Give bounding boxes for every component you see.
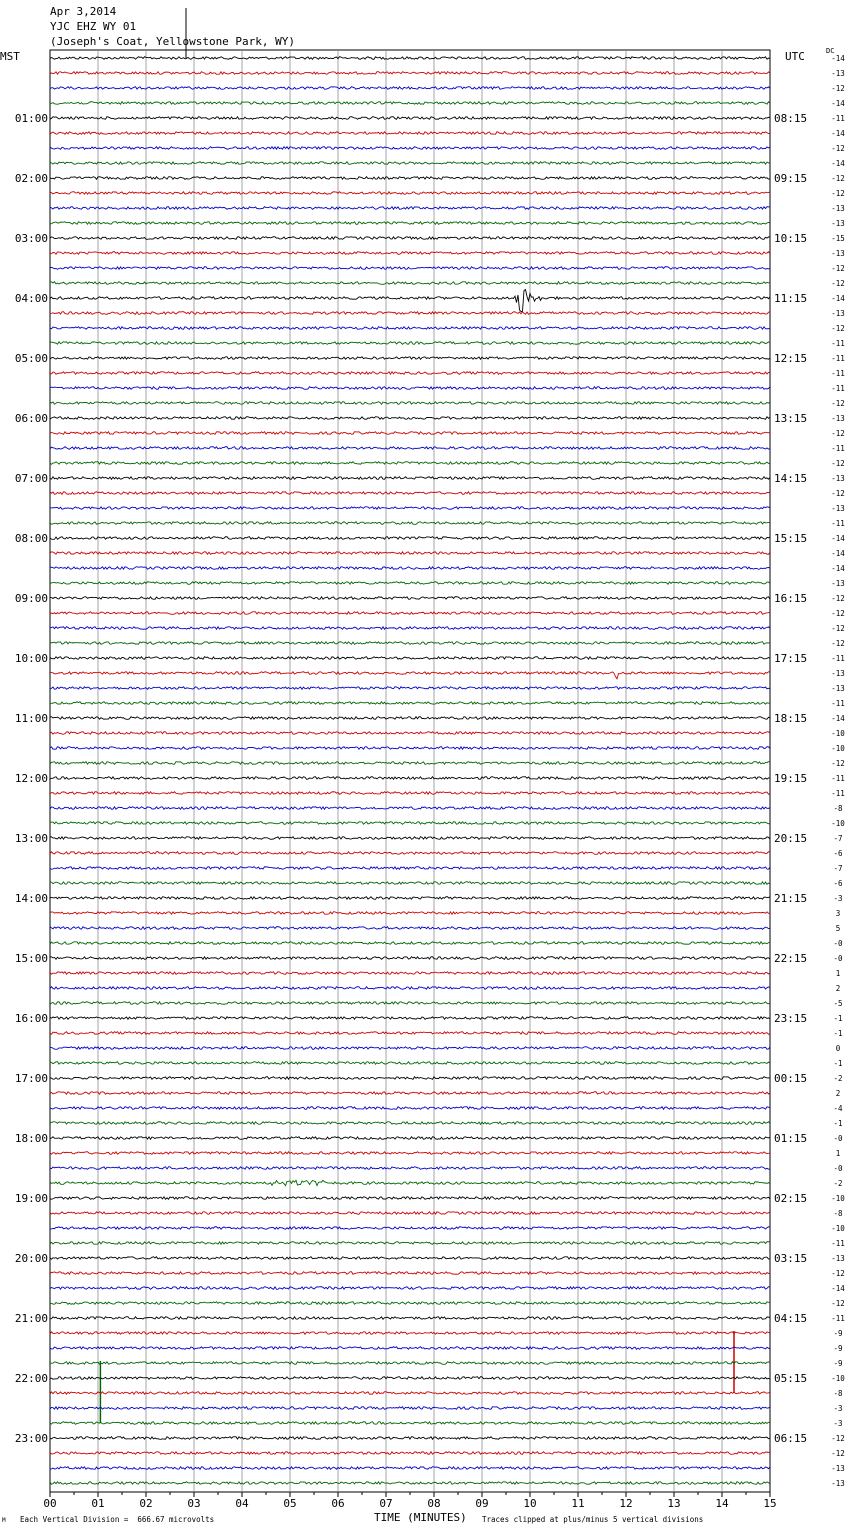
right-timezone-label: UTC: [785, 50, 805, 63]
trace-row: [50, 342, 770, 345]
dc-offset-label: -12: [831, 1449, 845, 1458]
trace-row: [50, 1002, 770, 1005]
dc-offset-label: -12: [831, 279, 845, 288]
x-tick-label: 11: [571, 1497, 585, 1510]
dc-offset-label: -0: [833, 1134, 843, 1143]
dc-offset-label: 3: [835, 909, 841, 918]
trace-row: [50, 642, 770, 645]
left-hour-label: 02:00: [14, 172, 48, 185]
dc-offset-label: -11: [831, 699, 845, 708]
dc-offset-label: -11: [831, 354, 845, 363]
dc-offset-label: -12: [831, 624, 845, 633]
dc-offset-label: -0: [833, 1164, 843, 1173]
trace-row: [50, 1212, 770, 1215]
trace-row: [50, 927, 770, 930]
left-hour-label: 07:00: [14, 472, 48, 485]
trace-row: [50, 1272, 770, 1275]
dc-offset-label: -10: [831, 1224, 845, 1233]
dc-offset-label: -13: [831, 414, 845, 423]
right-hour-label: 08:15: [774, 112, 808, 125]
trace-row: [50, 1062, 770, 1065]
trace-row: [50, 567, 770, 570]
trace-row: [50, 1257, 770, 1260]
dc-offset-label: -12: [831, 399, 845, 408]
trace-row: [50, 1467, 770, 1470]
vertical-division-note: Each Vertical Division = 666.67 microvolts: [20, 1515, 215, 1524]
trace-row: [50, 612, 770, 615]
trace-row: [50, 1392, 770, 1395]
trace-row: [50, 1302, 770, 1305]
trace-row: [50, 162, 770, 165]
x-tick-label: 03: [187, 1497, 201, 1510]
dc-offset-label: 2: [835, 984, 841, 993]
trace-row: [50, 1017, 770, 1020]
trace-row: [50, 717, 770, 720]
trace-row: [50, 477, 770, 480]
left-hour-label: 12:00: [14, 772, 48, 785]
plot-date: Apr 3,2014: [50, 5, 117, 18]
trace-row: [50, 897, 770, 900]
dc-offset-label: -12: [831, 84, 845, 93]
dc-offset-label: 0: [835, 1044, 841, 1053]
trace-row: [50, 957, 770, 960]
trace-row: [50, 702, 770, 705]
trace-row: [50, 1377, 770, 1380]
trace-row: [50, 387, 770, 390]
dc-offset-label: -11: [831, 1314, 845, 1323]
left-hour-label: 06:00: [14, 412, 48, 425]
dc-offset-label: -14: [831, 294, 845, 303]
right-hour-label: 09:15: [774, 172, 808, 185]
trace-row: [50, 882, 770, 885]
trace-row: [50, 1092, 770, 1095]
trace-row: [50, 1107, 770, 1110]
left-hour-label: 05:00: [14, 352, 48, 365]
trace-row: [50, 1407, 770, 1410]
trace-row: [50, 222, 770, 225]
left-hour-label: 11:00: [14, 712, 48, 725]
trace-row: [50, 147, 770, 150]
dc-offset-label: -13: [831, 249, 845, 258]
dc-offset-label: -13: [831, 1254, 845, 1263]
trace-row: [50, 372, 770, 375]
right-hour-label: 02:15: [774, 1192, 808, 1205]
trace-row: [50, 252, 770, 255]
station-code: YJC EHZ WY 01: [50, 20, 137, 33]
dc-offset-label: -15: [831, 234, 845, 243]
x-axis-title: TIME (MINUTES): [374, 1511, 467, 1524]
dc-offset-label: -13: [831, 1479, 845, 1488]
trace-row: [50, 432, 770, 435]
dc-offset-label: -10: [831, 819, 845, 828]
x-tick-label: 06: [331, 1497, 345, 1510]
trace-row: [50, 1242, 770, 1245]
trace-row: [50, 312, 770, 315]
trace-row: [50, 462, 770, 465]
left-hour-label: 04:00: [14, 292, 48, 305]
dc-offset-label: -11: [831, 519, 845, 528]
dc-offset-label: -12: [831, 429, 845, 438]
left-hour-label: 22:00: [14, 1372, 48, 1385]
dc-offset-label: 2: [835, 1089, 841, 1098]
trace-row: [50, 207, 770, 210]
dc-offset-label: -14: [831, 534, 845, 543]
dc-offset-label: -5: [833, 999, 843, 1008]
trace-row: [50, 1347, 770, 1350]
left-hour-label: 10:00: [14, 652, 48, 665]
dc-offset-label: -14: [831, 549, 845, 558]
left-hour-label: 15:00: [14, 952, 48, 965]
dc-offset-label: -13: [831, 669, 845, 678]
dc-offset-label: -2: [833, 1179, 843, 1188]
dc-offset-label: -11: [831, 774, 845, 783]
x-tick-label: 07: [379, 1497, 393, 1510]
trace-row: [50, 747, 770, 750]
dc-offset-label: -12: [831, 324, 845, 333]
left-hour-label: 21:00: [14, 1312, 48, 1325]
left-hour-label: 18:00: [14, 1132, 48, 1145]
dc-offset-label: -6: [833, 879, 843, 888]
trace-row: [50, 837, 770, 840]
dc-offset-label: -13: [831, 204, 845, 213]
dc-offset-label: -13: [831, 504, 845, 513]
x-tick-label: 01: [91, 1497, 105, 1510]
dc-offset-label: -14: [831, 129, 845, 138]
trace-row: [50, 1362, 770, 1365]
dc-offset-label: -2: [833, 1074, 843, 1083]
x-tick-label: 15: [763, 1497, 777, 1510]
dc-offset-label: -11: [831, 114, 845, 123]
dc-offset-label: -1: [833, 1059, 843, 1068]
trace-row: [50, 1047, 770, 1050]
x-tick-label: 09: [475, 1497, 489, 1510]
trace-row: [50, 327, 770, 330]
left-hour-label: 14:00: [14, 892, 48, 905]
trace-row: [50, 57, 770, 60]
dc-offset-label: -8: [833, 1209, 843, 1218]
trace-row: [50, 1332, 770, 1335]
dc-offset-label: -13: [831, 1464, 845, 1473]
dc-offset-label: -12: [831, 264, 845, 273]
trace-row: [50, 1197, 770, 1200]
dc-offset-label: -14: [831, 99, 845, 108]
trace-row: [50, 657, 770, 660]
station-location: (Joseph's Coat, Yellowstone Park, WY): [50, 35, 296, 48]
left-hour-label: 09:00: [14, 592, 48, 605]
trace-row: [50, 732, 770, 735]
trace-row: [50, 1437, 770, 1440]
right-hour-label: 01:15: [774, 1132, 808, 1145]
dc-offset-label: -12: [831, 459, 845, 468]
trace-row: [50, 267, 770, 270]
trace-row: [50, 867, 770, 870]
dc-offset-label: -3: [833, 1404, 843, 1413]
trace-row: [50, 177, 770, 180]
right-hour-label: 12:15: [774, 352, 808, 365]
dc-offset-label: -13: [831, 474, 845, 483]
dc-offset-label: -13: [831, 579, 845, 588]
dc-offset-label: -12: [831, 1269, 845, 1278]
left-hour-label: 01:00: [14, 112, 48, 125]
trace-row: [50, 132, 770, 135]
dc-offset-label: -10: [831, 744, 845, 753]
right-hour-label: 22:15: [774, 952, 808, 965]
trace-row: [50, 627, 770, 630]
trace-row: [50, 912, 770, 915]
right-hour-label: 03:15: [774, 1252, 808, 1265]
dc-offset-label: -10: [831, 729, 845, 738]
x-tick-label: 08: [427, 1497, 441, 1510]
trace-row: [50, 1317, 770, 1320]
right-hour-label: 04:15: [774, 1312, 808, 1325]
trace-row: [50, 1482, 770, 1485]
trace-row: [50, 1137, 770, 1140]
dc-offset-label: -12: [831, 594, 845, 603]
clipping-note: Traces clipped at plus/minus 5 vertical divisions: [482, 1515, 704, 1524]
right-hour-label: 10:15: [774, 232, 808, 245]
dc-offset-label: -12: [831, 144, 845, 153]
right-hour-label: 16:15: [774, 592, 808, 605]
trace-row: [50, 357, 770, 360]
left-hour-label: 20:00: [14, 1252, 48, 1265]
dc-offset-label: -1: [833, 1119, 843, 1128]
trace-row: [50, 417, 770, 420]
trace-row: [50, 987, 770, 990]
right-hour-label: 19:15: [774, 772, 808, 785]
dc-offset-label: -9: [833, 1359, 843, 1368]
dc-offset-label: -11: [831, 654, 845, 663]
trace-row: [50, 1227, 770, 1230]
right-hour-label: 14:15: [774, 472, 808, 485]
trace-row: [50, 1032, 770, 1035]
trace-row: [50, 942, 770, 945]
trace-row: [50, 792, 770, 795]
trace-row: [50, 762, 770, 765]
left-timezone-label: MST: [0, 50, 20, 63]
trace-row: [50, 117, 770, 120]
trace-row: [50, 597, 770, 600]
right-hour-label: 05:15: [774, 1372, 808, 1385]
trace-row: [50, 507, 770, 510]
dc-offset-label: -6: [833, 849, 843, 858]
right-hour-label: 23:15: [774, 1012, 808, 1025]
dc-offset-label: -1: [833, 1014, 843, 1023]
dc-offset-label: -11: [831, 384, 845, 393]
dc-offset-label: -14: [831, 159, 845, 168]
trace-row: [50, 282, 770, 285]
trace-row: [50, 192, 770, 195]
trace-row: [50, 1422, 770, 1425]
right-hour-label: 00:15: [774, 1072, 808, 1085]
right-hour-label: 21:15: [774, 892, 808, 905]
dc-offset-label: 1: [835, 969, 841, 978]
dc-offset-label: -12: [831, 639, 845, 648]
x-tick-label: 10: [523, 1497, 537, 1510]
dc-offset-label: -4: [833, 1104, 843, 1113]
left-hour-label: 23:00: [14, 1432, 48, 1445]
trace-row: [50, 582, 770, 585]
right-hour-label: 11:15: [774, 292, 808, 305]
dc-offset-label: -12: [831, 489, 845, 498]
dc-offset-label: -9: [833, 1344, 843, 1353]
dc-offset-label: -10: [831, 1194, 845, 1203]
trace-row: [50, 102, 770, 105]
trace-row: [50, 1287, 770, 1290]
dc-offset-label: -3: [833, 1419, 843, 1428]
trace-row: [50, 822, 770, 825]
dc-offset-label: -0: [833, 954, 843, 963]
trace-row: [50, 1167, 770, 1170]
dc-offset-label: -12: [831, 174, 845, 183]
dc-offset-label: -7: [833, 834, 843, 843]
dc-offset-label: -3: [833, 894, 843, 903]
trace-row: [50, 447, 770, 450]
left-hour-label: 03:00: [14, 232, 48, 245]
dc-offset-label: -11: [831, 339, 845, 348]
right-hour-label: 17:15: [774, 652, 808, 665]
dc-offset-label: -13: [831, 684, 845, 693]
dc-offset-label: -10: [831, 1374, 845, 1383]
trace-row: [50, 852, 770, 855]
x-tick-label: 05: [283, 1497, 297, 1510]
right-hour-label: 13:15: [774, 412, 808, 425]
dc-offset-label: -11: [831, 789, 845, 798]
trace-row: [50, 72, 770, 75]
x-tick-label: 00: [43, 1497, 57, 1510]
dc-offset-label: -11: [831, 1239, 845, 1248]
trace-row: [50, 492, 770, 495]
x-tick-label: 14: [715, 1497, 729, 1510]
left-hour-label: 17:00: [14, 1072, 48, 1085]
trace-row: [50, 687, 770, 690]
dc-offset-label: -13: [831, 309, 845, 318]
dc-offset-label: -12: [831, 609, 845, 618]
trace-row: [50, 290, 770, 312]
dc-offset-label: -14: [831, 1284, 845, 1293]
dc-offset-label: -1: [833, 1029, 843, 1038]
dc-offset-label: -14: [831, 714, 845, 723]
trace-row: [50, 402, 770, 405]
dc-offset-label: -14: [831, 564, 845, 573]
dc-offset-label: -12: [831, 189, 845, 198]
dc-offset-label: -11: [831, 369, 845, 378]
x-tick-label: 04: [235, 1497, 249, 1510]
trace-row: [50, 87, 770, 90]
dc-offset-label: -14: [831, 54, 845, 63]
dc-offset-label: -7: [833, 864, 843, 873]
dc-offset-label: -9: [833, 1329, 843, 1338]
dc-offset-label: -8: [833, 1389, 843, 1398]
right-hour-label: 15:15: [774, 532, 808, 545]
dc-offset-label: -8: [833, 804, 843, 813]
dc-offset-label: -12: [831, 1299, 845, 1308]
trace-row: [50, 807, 770, 810]
dc-offset-label: -12: [831, 1434, 845, 1443]
left-hour-label: 13:00: [14, 832, 48, 845]
right-hour-label: 20:15: [774, 832, 808, 845]
trace-row: [50, 537, 770, 540]
x-tick-label: 12: [619, 1497, 633, 1510]
left-hour-label: 08:00: [14, 532, 48, 545]
trace-row: [50, 522, 770, 525]
right-hour-label: 06:15: [774, 1432, 808, 1445]
dc-offset-header: DC: [826, 47, 835, 55]
dc-offset-label: 5: [835, 924, 841, 933]
left-hour-label: 19:00: [14, 1192, 48, 1205]
dc-offset-label: -11: [831, 444, 845, 453]
trace-row: [50, 777, 770, 780]
left-hour-label: 16:00: [14, 1012, 48, 1025]
corner-mark: M: [2, 1517, 6, 1524]
trace-row: [50, 1452, 770, 1455]
trace-row: [50, 972, 770, 975]
dc-offset-label: -13: [831, 219, 845, 228]
trace-row: [50, 1077, 770, 1080]
trace-row: [50, 1180, 770, 1185]
trace-row: [50, 1122, 770, 1125]
trace-row: [50, 1152, 770, 1155]
trace-row: [50, 672, 770, 679]
right-hour-label: 18:15: [774, 712, 808, 725]
dc-offset-label: -0: [833, 939, 843, 948]
dc-offset-label: -12: [831, 759, 845, 768]
dc-offset-label: -13: [831, 69, 845, 78]
x-tick-label: 02: [139, 1497, 153, 1510]
trace-row: [50, 237, 770, 240]
dc-offset-label: 1: [835, 1149, 841, 1158]
x-tick-label: 13: [667, 1497, 681, 1510]
trace-row: [50, 552, 770, 555]
